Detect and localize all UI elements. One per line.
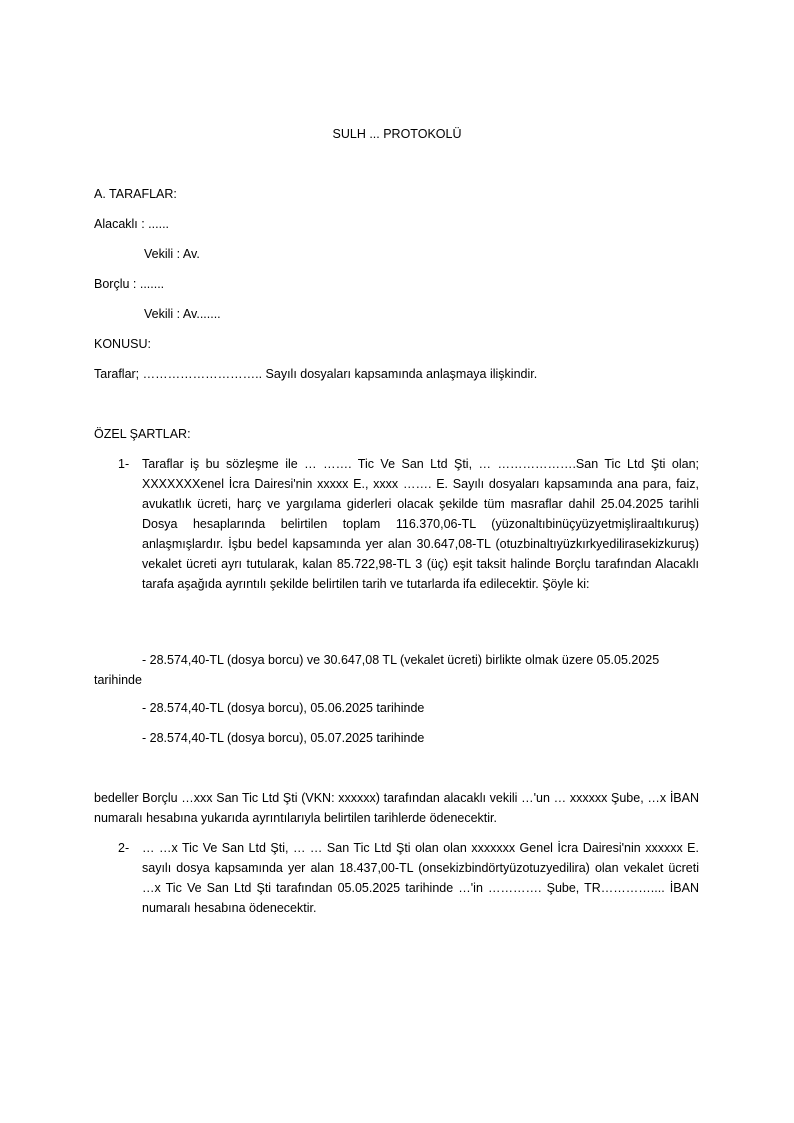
document-title: SULH ... PROTOKOLÜ xyxy=(332,127,462,141)
subject-heading: KONUSU: xyxy=(94,337,151,351)
item-2-text: … …x Tic Ve San Ltd Şti, … … San Tic Ltd Şti olan olan xxxxxxx Genel İcra Dairesi'nin xxxxxx E. sayılı dosya kapsamında yer alan 18.437,00-TL (onsekizbindörtyüzotuzyedilira) olan vekalet ücreti …x Tic Ve San Ltd Şti tarafından 05.05.2025 tarihinde …'in …………. Şube, TR………….... İBAN numaralı hesabına ödenecektir. xyxy=(142,841,699,915)
debtor-agent-line: Vekili : Av....... xyxy=(144,307,221,321)
special-terms-heading: ÖZEL ŞARTLAR: xyxy=(94,427,191,441)
subject-text: Taraflar; ……………………….. Sayılı dosyaları kapsamında anlaşmaya ilişkindir. xyxy=(94,367,538,381)
item-1-text: Taraflar iş bu sözleşme ile … ……. Tic Ve San Ltd Şti, … ……………….San Tic Ltd Şti olan; XXXXXXXenel İcra Dairesi'nin xxxxx E., xxxx ……. E. Sayılı dosyaları kapsamında ana para, faiz, avukatlık ücreti, harç ve yargılama giderleri olacak şekilde tüm masraflar dahil 25.04.2025 tarihli Dosya hesaplarında belirtilen toplam 116.370,06-TL (yüzonaltıbinüçyüzyetmişliraaltıkuruş) anlaşmışlardır. İşbu bedel kapsamında yer alan 30.647,08-TL (otuzbinaltıyüzkırkyedilirasekizkuruş) vekalet ücreti ayrı tutularak, kalan 85.722,98-TL 3 (üç) eşit taksit halinde Borçlu tarafından Alacaklı tarafa aşağıda ayrıntılı şekilde belirtilen tarih ve tutarlarda ifa edilecektir. Şöyle ki: xyxy=(142,457,699,591)
parties-heading: A. TARAFLAR: xyxy=(94,187,177,201)
creditor-agent-line: Vekili : Av. xyxy=(144,247,200,261)
creditor-line: Alacaklı : ...... xyxy=(94,217,170,231)
installment-2: - 28.574,40-TL (dosya borcu), 05.06.2025 tarihinde xyxy=(142,701,425,715)
item-2-number: 2- xyxy=(118,841,130,855)
item-1-number: 1- xyxy=(118,457,130,471)
installment-3: - 28.574,40-TL (dosya borcu), 05.07.2025 tarihinde xyxy=(142,731,425,745)
payment-text: bedeller Borçlu …xxx San Tic Ltd Şti (VKN: xxxxxx) tarafından alacaklı vekili …'un … xxxxxx Şube, …x İBAN numaralı hesabına yukarıda ayrıntılarıyla belirtilen tarihlerde ödenecektir. xyxy=(94,791,699,825)
installment-1: - 28.574,40-TL (dosya borcu) ve 30.647,08 TL (vekalet ücreti) birlikte olmak üzere 05.05.2025 tarihinde xyxy=(94,653,660,687)
debtor-line: Borçlu : ....... xyxy=(94,277,165,291)
